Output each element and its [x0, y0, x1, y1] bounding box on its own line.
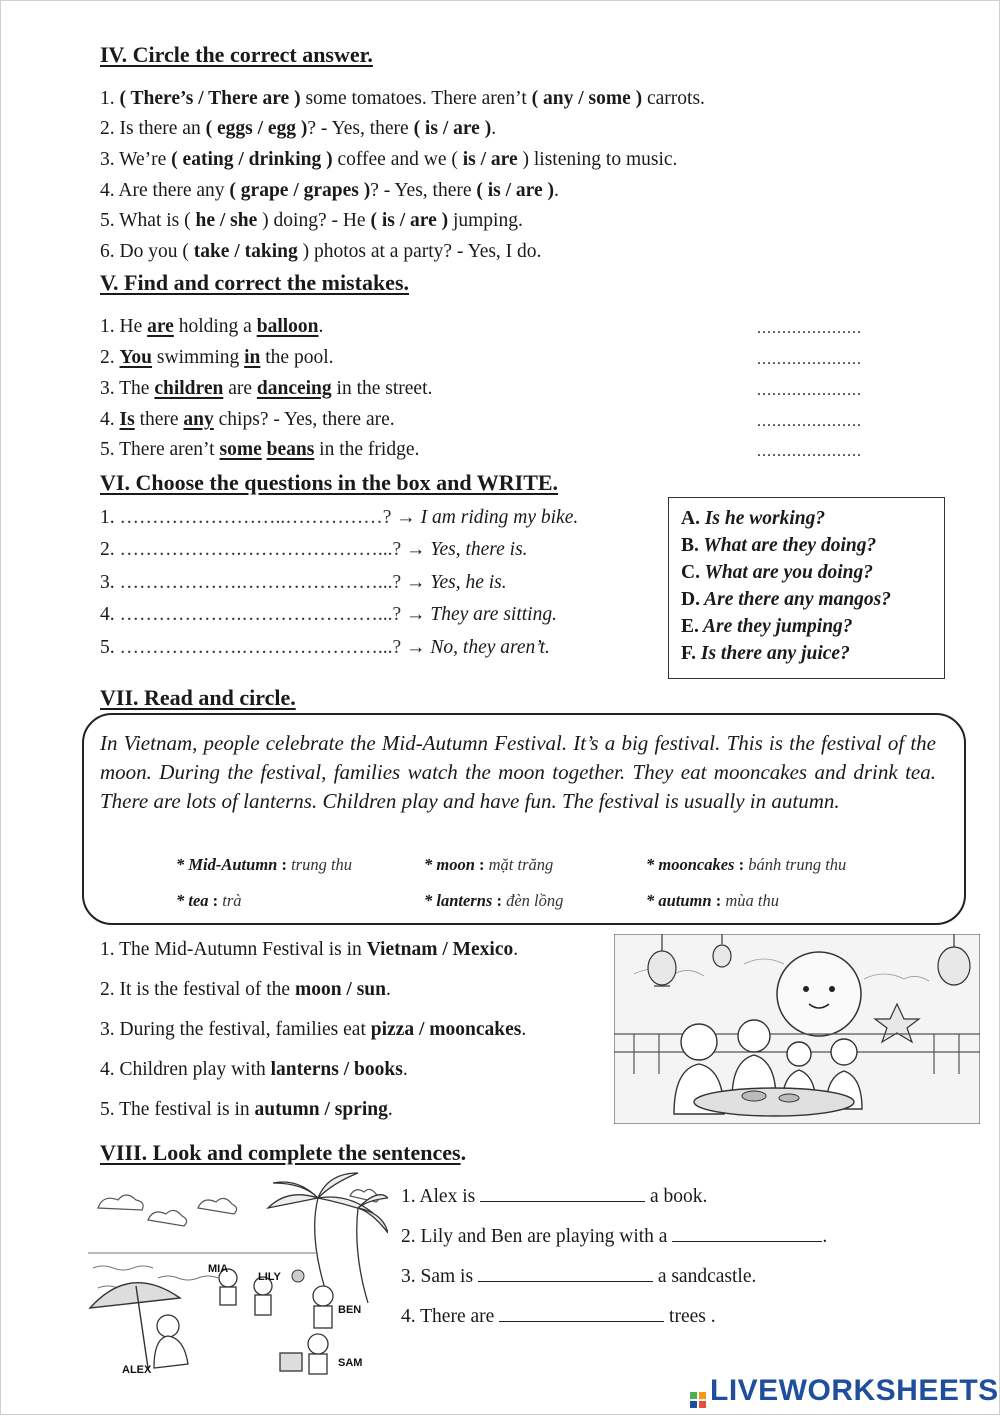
underlined-word[interactable]: beans [266, 439, 315, 460]
glossary-entry [424, 855, 553, 875]
reading-question [100, 1099, 393, 1121]
answer-choice[interactable]: ( any / some ) [531, 88, 643, 109]
section-7-heading: VII. Read and circle. [100, 685, 296, 710]
question-choice-box [668, 497, 945, 679]
question-text: 2. It is the festival of the [100, 979, 295, 1000]
write-question-row [100, 507, 578, 529]
moon-icon [777, 952, 861, 1036]
sentence-text: 3. The [100, 378, 155, 399]
ball-icon [292, 1270, 304, 1282]
choice-text: What are they doing? [698, 535, 877, 556]
question-text: carrots. [642, 88, 705, 109]
sentence-end: a sandcastle. [652, 1266, 757, 1287]
correction-blank[interactable]: ..................... [757, 320, 862, 337]
answer-choice[interactable]: ( eggs / egg ) [205, 118, 308, 139]
sentence-start: 4. There are [401, 1306, 500, 1327]
question-text: 4. Are there any [100, 180, 230, 201]
glossary-term: * autumn [646, 891, 712, 910]
question-text: 1. [100, 88, 120, 109]
answer-choice[interactable]: take / taking [193, 241, 298, 262]
choice-text: Is he working? [699, 508, 826, 529]
mistake-sentence [100, 347, 334, 369]
sentence-text: in the fridge. [314, 439, 420, 460]
mistake-sentence [100, 409, 395, 431]
sentence-end: . [822, 1226, 828, 1247]
given-answer: → No, they aren’t. [401, 637, 550, 658]
glossary-entry [646, 855, 846, 875]
sentence-end: a book. [645, 1186, 708, 1207]
question-end: . [402, 1059, 408, 1080]
sentence-text: are [223, 378, 257, 399]
festival-illustration [614, 934, 980, 1124]
choice-text: Are there any mangos? [699, 589, 892, 610]
glossary-translation: đèn lồng [506, 891, 564, 910]
answer-choice[interactable]: moon / sun [294, 979, 386, 1000]
choice-letter: B. [681, 535, 699, 556]
answer-choice[interactable]: ( eating / drinking ) [171, 149, 333, 170]
glossary-term: * Mid-Autumn [176, 855, 278, 874]
reading-passage: In Vietnam, people celebrate the Mid-Autumn Festival. It’s a big festival. This is the festival of the moon. During the festival, families watch the moon together. They eat mooncakes and drink tea. There are lots of lanterns. Children play and have fun. The festival is usually in autumn. [100, 731, 936, 813]
question-text: 1. The Mid-Autumn Festival is in [100, 939, 367, 960]
circle-question [100, 149, 677, 171]
choice-option[interactable] [681, 562, 873, 584]
choice-option[interactable] [681, 616, 853, 638]
sentence-start: 3. Sam is [401, 1266, 478, 1287]
mistake-sentence [100, 316, 323, 338]
sentence-text: 1. He [100, 316, 148, 337]
question-blank[interactable]: ……………………..……………? [119, 507, 392, 528]
given-answer: → Yes, he is. [401, 572, 507, 593]
question-text: 6. Do you ( [100, 241, 194, 262]
given-answer: → They are sitting. [401, 604, 557, 625]
glossary-separator: : [734, 855, 749, 874]
question-blank[interactable]: ……………….…………………...? [119, 539, 402, 560]
question-end: . [387, 1099, 393, 1120]
section-4-heading: IV. Circle the correct answer. [100, 42, 373, 67]
question-text: . [554, 180, 559, 201]
section-5-heading: V. Find and correct the mistakes. [100, 270, 410, 295]
choice-letter: C. [681, 562, 700, 583]
sentence-text: in the street. [331, 378, 433, 399]
glossary-separator: : [711, 891, 726, 910]
reading-question [100, 939, 518, 961]
logo-grid-icon [690, 1382, 706, 1398]
choice-text: What are you doing? [699, 562, 873, 583]
correction-blank[interactable]: ..................... [757, 443, 862, 460]
choice-option[interactable] [681, 589, 891, 611]
complete-sentence [401, 1183, 707, 1208]
question-text: ) doing? - He [257, 210, 371, 231]
glossary-entry [176, 855, 352, 875]
glossary-translation: mặt trăng [488, 855, 554, 874]
logo-text: LIVEWORKSHEETS [710, 1374, 999, 1407]
question-text: 5. The festival is in [100, 1099, 255, 1120]
question-text: . [491, 118, 497, 139]
underlined-word[interactable]: balloon [256, 316, 319, 337]
sentence-text: 4. [100, 409, 120, 430]
answer-choice[interactable]: autumn / spring [254, 1099, 388, 1120]
sentence-text: 2. [100, 347, 120, 368]
answer-blank[interactable] [499, 1303, 664, 1322]
mistake-sentence [100, 439, 419, 461]
question-text: coffee and we ( [332, 149, 463, 170]
underlined-word[interactable]: some [219, 439, 262, 460]
row-number: 4. [100, 604, 115, 625]
answer-choice[interactable]: ( is / are ) [370, 210, 449, 231]
glossary-separator: : [492, 891, 507, 910]
answer-choice[interactable]: Vietnam / Mexico [366, 939, 514, 960]
answer-blank[interactable] [478, 1263, 653, 1282]
underlined-word[interactable]: in [244, 347, 261, 368]
glossary-separator: : [277, 855, 292, 874]
glossary-term: * tea [176, 891, 209, 910]
glossary-translation: bánh trung thu [748, 855, 847, 874]
glossary-entry [176, 891, 242, 911]
glossary-translation: trà [222, 891, 242, 910]
circle-question [100, 241, 541, 263]
sentence-text: there [134, 409, 184, 430]
question-text: ) photos at a party? - Yes, I do. [297, 241, 542, 262]
choice-letter: D. [681, 589, 700, 610]
write-question-row [100, 572, 507, 594]
answer-blank[interactable] [672, 1223, 822, 1242]
sentence-text: . [318, 316, 324, 337]
question-blank[interactable]: ……………….…………………...? [119, 604, 402, 625]
reading-question [100, 1019, 526, 1041]
question-text: ) listening to music. [517, 149, 678, 170]
glossary-term: * moon [424, 855, 475, 874]
question-text: 3. During the festival, families eat [100, 1019, 371, 1040]
row-number: 3. [100, 572, 115, 593]
question-text: 2. Is there an [100, 118, 206, 139]
sentence-text: chips? - Yes, there are. [213, 409, 395, 430]
sentence-text: swimming [152, 347, 245, 368]
label-lily: LILY [258, 1271, 281, 1283]
glossary-translation: trung thu [291, 855, 353, 874]
choice-option[interactable] [681, 643, 850, 665]
complete-sentence [401, 1303, 716, 1328]
choice-option[interactable] [681, 535, 876, 557]
underlined-word[interactable]: You [119, 347, 153, 368]
given-answer: → Yes, there is. [401, 539, 528, 560]
circle-question [100, 210, 523, 232]
answer-blank[interactable] [480, 1183, 645, 1202]
circle-question [100, 88, 705, 110]
label-alex: ALEX [122, 1364, 152, 1376]
correction-blank[interactable]: ..................... [757, 382, 862, 399]
write-question-row [100, 539, 528, 561]
answer-choice[interactable]: pizza / mooncakes [370, 1019, 522, 1040]
circle-question [100, 180, 559, 202]
question-text: some tomatoes. There aren’t [300, 88, 532, 109]
given-answer: → I am riding my bike. [391, 507, 579, 528]
question-text: 3. We’re [100, 149, 172, 170]
label-ben: BEN [338, 1304, 362, 1316]
row-number: 1. [100, 507, 115, 528]
mistake-sentence [100, 378, 432, 400]
sentence-text: 5. There aren’t [100, 439, 220, 460]
answer-choice[interactable]: ( is / are ) [413, 118, 492, 139]
answer-choice[interactable]: ( There’s / There are ) [119, 88, 301, 109]
glossary-translation: mùa thu [725, 891, 779, 910]
sentence-text: holding a [173, 316, 257, 337]
question-end: . [513, 939, 519, 960]
choice-text: Is there any juice? [696, 643, 850, 664]
choice-letter: F. [681, 643, 696, 664]
label-sam: SAM [338, 1357, 363, 1369]
sentence-end: trees . [664, 1306, 716, 1327]
reading-question [100, 1059, 408, 1081]
write-question-row [100, 637, 550, 659]
row-number: 5. [100, 637, 115, 658]
answer-choice[interactable]: he / she [195, 210, 258, 231]
question-text: ? - Yes, there [370, 180, 477, 201]
correction-blank[interactable]: ..................... [757, 351, 862, 368]
question-end: . [386, 979, 391, 1000]
row-number: 2. [100, 539, 115, 560]
complete-sentence [401, 1263, 756, 1288]
choice-letter: E. [681, 616, 699, 637]
answer-choice[interactable]: is / are [462, 149, 518, 170]
correction-blank[interactable]: ..................... [757, 413, 862, 430]
sentence-text: the pool. [260, 347, 334, 368]
choice-option[interactable] [681, 508, 825, 530]
label-mia: MIA [208, 1263, 229, 1275]
section-6-heading: VI. Choose the questions in the box and WRITE. [100, 470, 559, 495]
question-blank[interactable]: ……………….…………………...? [119, 637, 402, 658]
glossary-separator: : [474, 855, 489, 874]
underlined-word[interactable]: are [147, 316, 174, 337]
choice-letter: A. [681, 508, 700, 529]
glossary-entry [424, 891, 563, 911]
choice-text: Are they jumping? [698, 616, 853, 637]
question-text: jumping. [448, 210, 523, 231]
sentence-start: 2. Lily and Ben are playing with a [401, 1226, 673, 1247]
underlined-word[interactable]: any [183, 409, 214, 430]
liveworksheets-logo [690, 1374, 999, 1408]
sentence-start: 1. Alex is [401, 1186, 481, 1207]
section-8-heading: VIII. Look and complete the sentences. [100, 1140, 467, 1165]
glossary-entry [646, 891, 779, 911]
question-text: 4. Children play with [100, 1059, 271, 1080]
underlined-word[interactable]: children [154, 378, 224, 399]
question-end: . [521, 1019, 527, 1040]
question-text: ? - Yes, there [307, 118, 414, 139]
glossary-term: * lanterns [424, 891, 493, 910]
answer-choice[interactable]: lanterns / books [270, 1059, 403, 1080]
circle-question [100, 118, 496, 140]
write-question-row [100, 604, 557, 626]
complete-sentence [401, 1223, 827, 1248]
glossary-term: * mooncakes [646, 855, 735, 874]
answer-choice[interactable]: ( is / are ) [476, 180, 555, 201]
question-blank[interactable]: ……………….…………………...? [119, 572, 402, 593]
beach-illustration [88, 1168, 388, 1386]
answer-choice[interactable]: ( grape / grapes ) [229, 180, 371, 201]
underlined-word[interactable]: Is [119, 409, 135, 430]
glossary-separator: : [208, 891, 223, 910]
question-text: 5. What is ( [100, 210, 196, 231]
underlined-word[interactable]: danceing [256, 378, 332, 399]
reading-question [100, 979, 391, 1001]
